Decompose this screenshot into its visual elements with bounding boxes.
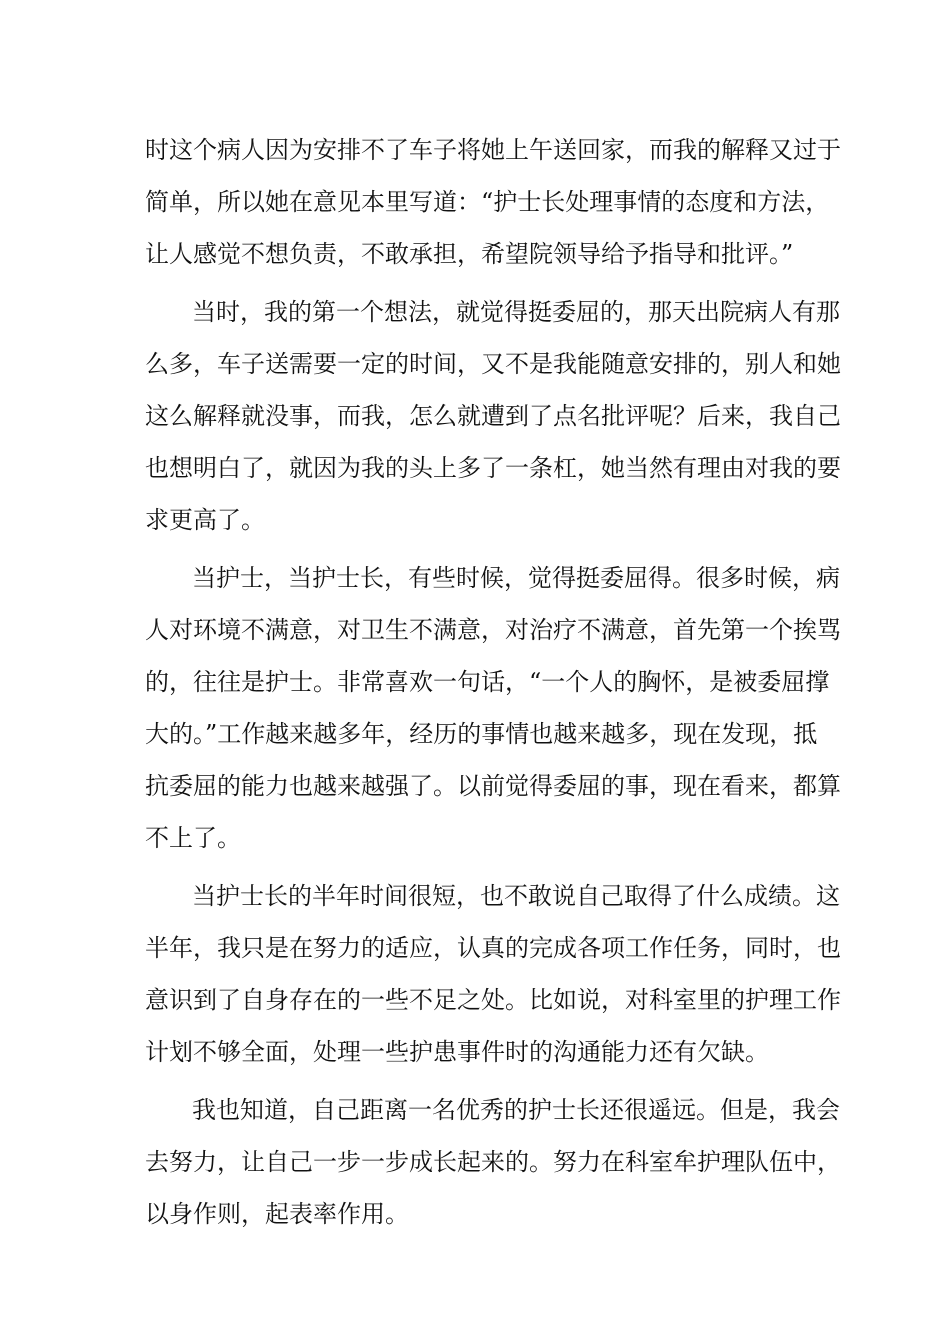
paragraph-4-line-1: 当护士长的半年时间很短，也不敢说自己取得了什么成绩。这	[192, 882, 840, 910]
paragraph-2-line-5: 求更高了。	[145, 506, 265, 534]
paragraph-2-line-3: 这么解释就没事，而我，怎么就遭到了点名批评呢？后来，我自己	[145, 402, 841, 430]
paragraph-1-line-3: 让人感觉不想负责，不敢承担，希望院领导给予指导和批评。”	[145, 240, 794, 268]
paragraph-4-line-4: 计划不够全面，处理一些护患事件时的沟通能力还有欠缺。	[145, 1038, 769, 1066]
paragraph-5-line-3: 以身作则，起表率作用。	[145, 1200, 409, 1228]
paragraph-3-line-4: 大的。”工作越来越多年，经历的事情也越来越多，现在发现，抵	[145, 720, 818, 748]
paragraph-3-line-5: 抗委屈的能力也越来越强了。以前觉得委屈的事，现在看来，都算	[145, 772, 841, 800]
paragraph-5-line-1: 我也知道，自己距离一名优秀的护士长还很遥远。但是，我会	[192, 1096, 840, 1124]
paragraph-2-line-1: 当时，我的第一个想法，就觉得挺委屈的，那天出院病人有那	[192, 298, 840, 326]
paragraph-4-line-3: 意识到了自身存在的一些不足之处。比如说，对科室里的护理工作	[145, 986, 841, 1014]
paragraph-2-line-4: 也想明白了，就因为我的头上多了一条杠，她当然有理由对我的要	[145, 454, 841, 482]
paragraph-2-line-2: 么多，车子送需要一定的时间，又不是我能随意安排的，别人和她	[145, 350, 841, 378]
paragraph-5-line-2: 去努力，让自己一步一步成长起来的。努力在科室牟护理队伍中，	[145, 1148, 841, 1176]
paragraph-3-line-6: 不上了。	[145, 824, 241, 852]
paragraph-4-line-2: 半年，我只是在努力的适应，认真的完成各项工作任务，同时，也	[145, 934, 841, 962]
paragraph-3-line-3: 的，往往是护士。非常喜欢一句话，“一个人的胸怀，是被委屈撑	[145, 668, 830, 696]
paragraph-3-line-2: 人对环境不满意，对卫生不满意，对治疗不满意，首先第一个挨骂	[145, 616, 841, 644]
paragraph-1-line-1: 时这个病人因为安排不了车子将她上午送回家，而我的解释又过于	[145, 136, 841, 164]
paragraph-1-line-2: 简单，所以她在意见本里写道：“护士长处理事情的态度和方法，	[145, 188, 830, 216]
paragraph-3-line-1: 当护士，当护士长，有些时候，觉得挺委屈得。很多时候，病	[192, 564, 840, 592]
